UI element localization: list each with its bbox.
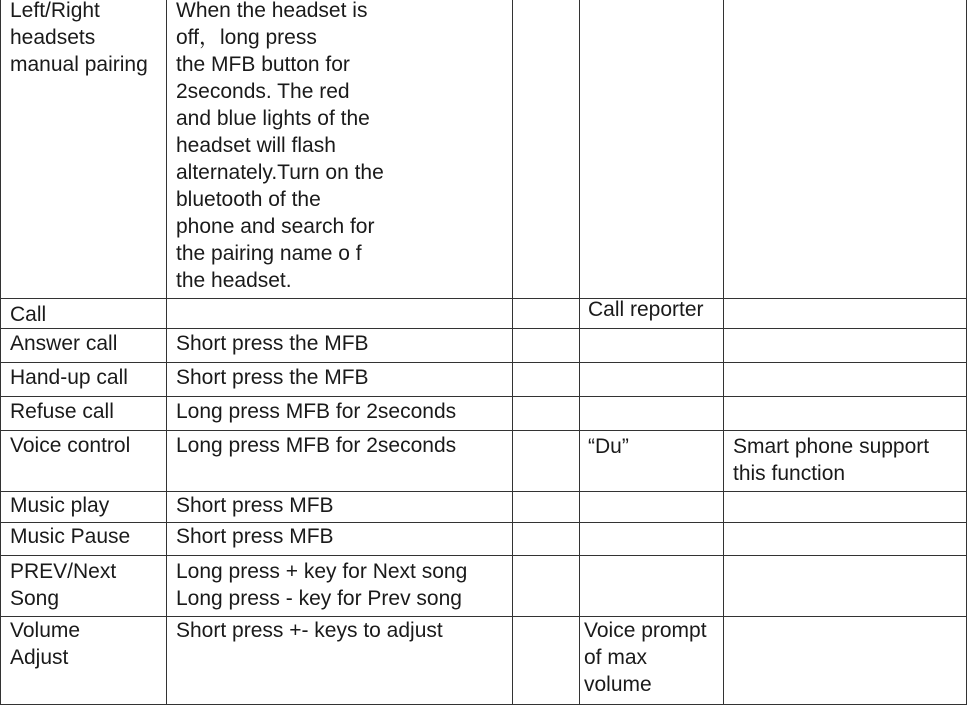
operation-text: Short press +- keys to adjust — [176, 619, 443, 642]
empty-cell — [513, 363, 580, 397]
operation-cell — [167, 431, 513, 492]
empty-cell — [513, 523, 580, 556]
function-cell — [1, 492, 167, 523]
note-cell — [724, 299, 967, 329]
prompt-text: Voice prompt of max volume — [584, 619, 707, 696]
note-cell — [724, 556, 967, 617]
operation-cell — [167, 492, 513, 523]
prompt-text: Call reporter — [588, 298, 704, 321]
empty-cell — [513, 617, 580, 705]
prompt-cell — [580, 0, 724, 299]
empty-cell — [513, 0, 580, 299]
operation-text: When the headset is off，long press the MFB button for 2seconds. The red and blue lights of the headset will flash alternately.Turn on the bluetooth of the phone and search for the pairing name o f the headset. — [176, 0, 384, 292]
prompt-cell — [580, 431, 724, 492]
note-cell — [724, 397, 967, 431]
empty-cell — [513, 492, 580, 523]
prompt-cell — [580, 617, 724, 705]
prompt-cell — [580, 299, 724, 329]
empty-cell — [513, 299, 580, 329]
note-cell — [724, 523, 967, 556]
note-cell — [724, 0, 967, 299]
prompt-cell — [580, 556, 724, 617]
function-cell — [1, 523, 167, 556]
table-row — [1, 556, 967, 617]
table-row — [1, 363, 967, 397]
operation-text: Short press MFB — [176, 494, 334, 517]
function-text: Answer call — [10, 332, 118, 355]
prompt-cell — [580, 329, 724, 363]
function-cell — [1, 363, 167, 397]
operation-cell — [167, 556, 513, 617]
empty-cell — [513, 431, 580, 492]
function-text: Music play — [10, 494, 110, 517]
function-text: Left/Right headsets manual pairing — [10, 0, 148, 76]
function-cell — [1, 329, 167, 363]
operation-cell — [167, 617, 513, 705]
prompt-cell — [580, 523, 724, 556]
empty-cell — [513, 329, 580, 363]
operation-cell — [167, 0, 513, 299]
table-row — [1, 492, 967, 523]
note-cell — [724, 431, 967, 492]
note-text: Smart phone support this function — [733, 435, 930, 485]
prompt-text: “Du” — [588, 435, 629, 458]
operation-text: Long press MFB for 2seconds — [176, 434, 457, 457]
table-row — [1, 0, 967, 299]
table-row — [1, 397, 967, 431]
function-text: Refuse call — [10, 400, 114, 423]
function-cell — [1, 397, 167, 431]
function-cell — [1, 617, 167, 705]
empty-cell — [513, 397, 580, 431]
function-text: PREV/Next Song — [10, 560, 117, 610]
function-text: Call — [10, 303, 47, 326]
function-text: Music Pause — [10, 525, 131, 548]
function-text: Voice control — [10, 434, 131, 457]
operation-text: Long press MFB for 2seconds — [176, 400, 457, 423]
operation-text: Short press the MFB — [176, 332, 369, 355]
table-row — [1, 329, 967, 363]
prompt-cell — [580, 363, 724, 397]
empty-cell — [513, 556, 580, 617]
function-text: Hand-up call — [10, 366, 128, 389]
function-cell — [1, 299, 167, 329]
operation-cell — [167, 397, 513, 431]
operation-cell — [167, 363, 513, 397]
function-text: Volume Adjust — [10, 619, 81, 669]
function-cell — [1, 556, 167, 617]
function-cell — [1, 431, 167, 492]
operation-cell — [167, 329, 513, 363]
function-cell — [1, 0, 167, 299]
operation-cell — [167, 299, 513, 329]
note-cell — [724, 492, 967, 523]
prompt-cell — [580, 492, 724, 523]
table-row — [1, 431, 967, 492]
operation-text: Short press the MFB — [176, 366, 369, 389]
table-row — [1, 299, 967, 329]
operation-text: Long press + key for Next song Long press - key for Prev song — [176, 560, 468, 610]
note-cell — [724, 363, 967, 397]
operation-text: Short press MFB — [176, 525, 334, 548]
note-cell — [724, 617, 967, 705]
prompt-cell — [580, 397, 724, 431]
note-cell — [724, 329, 967, 363]
table-row — [1, 523, 967, 556]
operation-cell — [167, 523, 513, 556]
table-row — [1, 617, 967, 705]
